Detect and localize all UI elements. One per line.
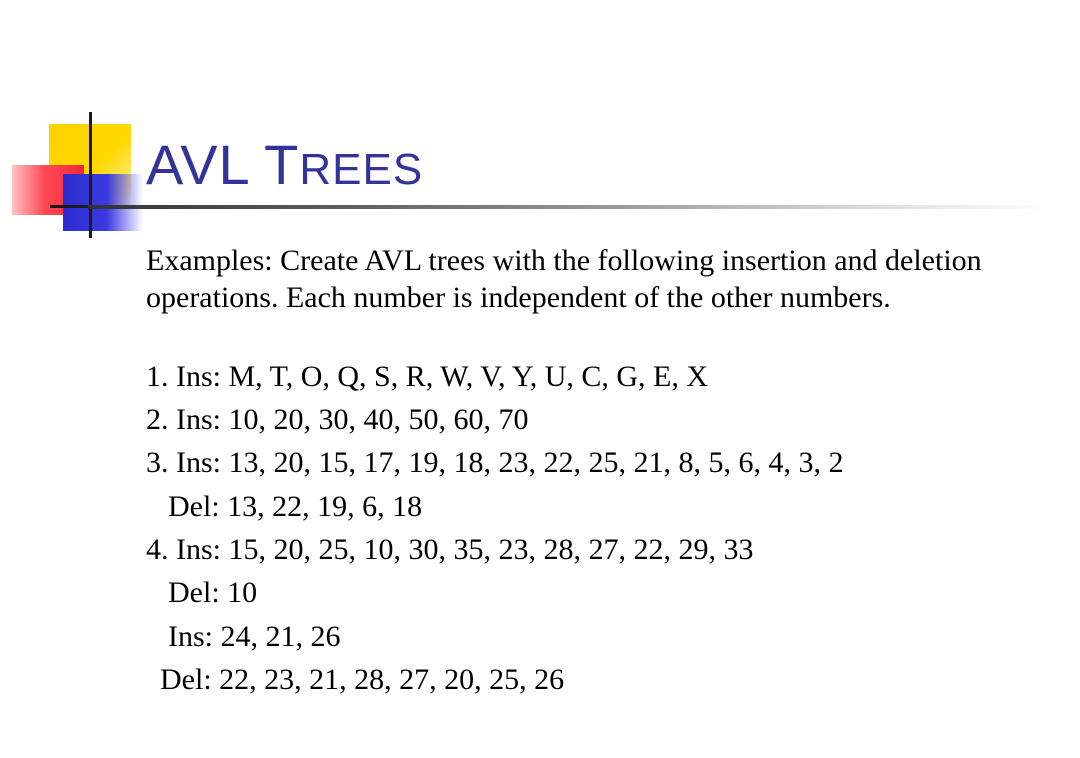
- example-4-delete-line-1: Del: 10: [168, 576, 258, 609]
- title-underline-rule: [88, 205, 1048, 209]
- title-word-avl: AVL: [146, 133, 249, 196]
- title-word-trees-rest: REES: [299, 145, 424, 194]
- title-word-trees-initial: T: [264, 133, 300, 196]
- example-2-insert-line: 2. Ins: 10, 20, 30, 40, 50, 60, 70: [146, 403, 529, 436]
- slide-body: [146, 242, 1046, 696]
- blue-square-decoration: [63, 174, 143, 231]
- example-4-insert-line: 4. Ins: 15, 20, 25, 10, 30, 35, 23, 28, 27, 22, 29, 33: [146, 533, 754, 566]
- example-4-insert-line-2: Ins: 24, 21, 26: [168, 620, 341, 653]
- example-1-insert-line: 1. Ins: M, T, O, Q, S, R, W, V, Y, U, C, G, E, X: [146, 360, 709, 393]
- example-4-delete-line-2: Del: 22, 23, 21, 28, 27, 20, 25, 26: [160, 663, 565, 696]
- intro-paragraph: Examples: Create AVL trees with the following insertion and deletion operations. Each number is independent of the other numbers.: [146, 244, 982, 314]
- slide-logo-decoration: [0, 0, 160, 250]
- example-3-delete-line: Del: 13, 22, 19, 6, 18: [168, 490, 423, 523]
- vertical-line-decoration: [89, 112, 92, 238]
- slide-title: [146, 133, 423, 202]
- example-3-insert-line: 3. Ins: 13, 20, 15, 17, 19, 18, 23, 22, 25, 21, 8, 5, 6, 4, 3, 2: [146, 446, 844, 479]
